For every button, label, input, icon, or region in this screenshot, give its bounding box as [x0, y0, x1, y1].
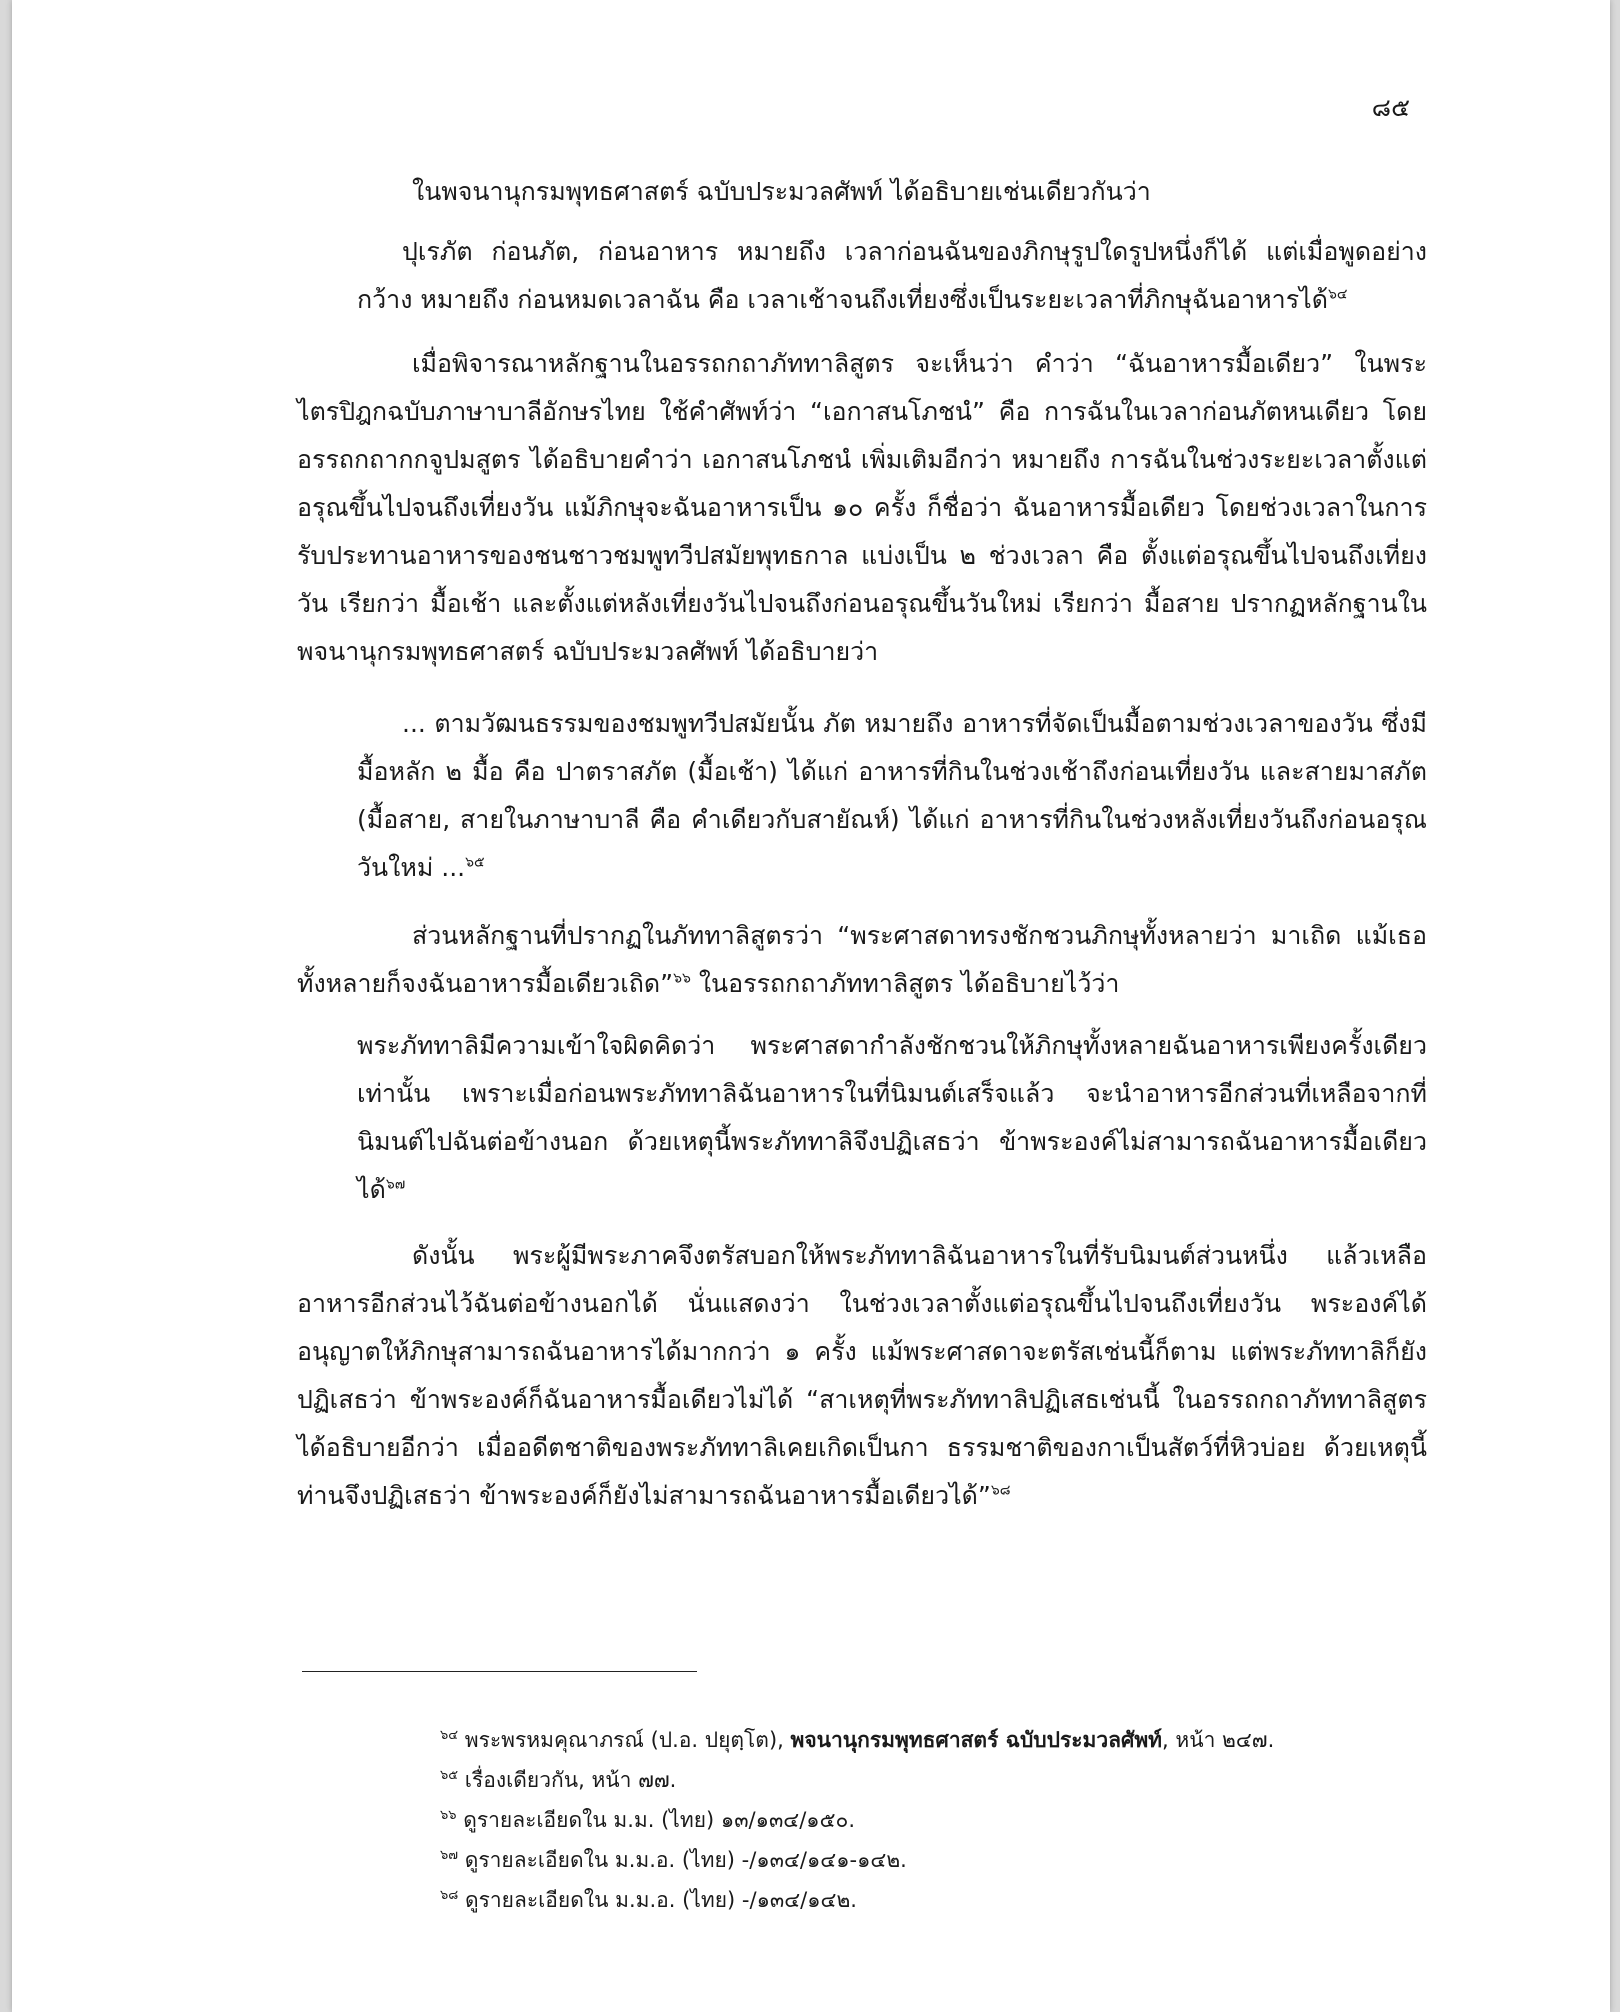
quote-block-1 [357, 228, 1427, 324]
page-number: ๘๕ [1371, 93, 1410, 122]
document-page [12, 0, 1610, 2012]
footnote-book-title: พจนานุกรมพุทธศาสตร์ ฉบับประมวลศัพท์ [790, 1728, 1163, 1752]
paragraph-3 [297, 912, 1427, 1008]
paragraph-4 [297, 1232, 1427, 1520]
quote-2-text: ... ตามวัฒนธรรมของชมพูทวีปสมัยนั้น ภัต หมายถึง อาหารที่จัดเป็นมื้อตามช่วงเวลาของวัน ซึ่งมีมื้อหลัก ๒ มื้อ คือ ปาตราสภัต (มื้อเช้า) ได้แก่ อาหารที่กินในช่วงเช้าถึงก่อนเที่ยงวัน และสายมาสภัต (มื้อสาย, สายในภาษาบาลี คือ คำเดียวกับสายัณห์) ได้แก่ อาหารที่กินในช่วงหลังเที่ยงวันถึงก่อนอรุณวันใหม่ ... [357, 709, 1427, 882]
footnote-ref-66: ๖๖ [673, 970, 691, 987]
footnote-text: พระพรหมคุณาภรณ์ (ป.อ. ปยุตฺโต), [464, 1728, 791, 1752]
footnote-67 [440, 1840, 1440, 1880]
footnote-text-end: , หน้า ๒๔๗. [1162, 1728, 1275, 1752]
footnote-text: ดูรายละเอียดใน ม.ม. (ไทย) ๑๓/๑๓๔/๑๕๐. [463, 1808, 855, 1832]
quote-block-2 [357, 700, 1427, 892]
paragraph-3-text-after: ในอรรถกถาภัททาลิสูตร ได้อธิบายไว้ว่า [690, 969, 1120, 998]
footnote-64 [440, 1720, 1440, 1760]
footnote-number: ๖๘ [440, 1888, 459, 1903]
footnote-text: ดูรายละเอียดใน ม.ม.อ. (ไทย) -/๑๓๔/๑๔๑-๑๔๒. [464, 1848, 907, 1872]
footnote-number: ๖๗ [440, 1848, 459, 1863]
footnote-list [440, 1720, 1440, 1920]
paragraph-4-text: ดังนั้น พระผู้มีพระภาคจึงตรัสบอกให้พระภัททาลิฉันอาหารในที่รับนิมนต์ส่วนหนึ่ง แล้วเหลืออาหารอีกส่วนไว้ฉันต่อข้างนอกได้ นั่นแสดงว่า ในช่วงเวลาตั้งแต่อรุณขึ้นไปจนถึงเที่ยงวัน พระองค์ได้อนุญาตให้ภิกษุสามารถฉันอาหารได้มากกว่า ๑ ครั้ง แม้พระศาสดาจะตรัสเช่นนี้ก็ตาม แต่พระภัททาลิก็ยังปฏิเสธว่า ข้าพระองค์ก็ฉันอาหารมื้อเดียวไม่ได้ “สาเหตุที่พระภัททาลิปฏิเสธเช่นนี้ ในอรรถกถาภัททาลิสูตร ได้อธิบายอีกว่า เมื่ออดีตชาติของพระภัททาลิเคยเกิดเป็นกา ธรรมชาติของกาเป็นสัตว์ที่หิวบ่อย ด้วยเหตุนี้ท่านจึงปฏิเสธว่า ข้าพระองค์ก็ยังไม่สามารถฉันอาหารมื้อเดียวได้” [297, 1241, 1427, 1510]
paragraph-3-text: ส่วนหลักฐานที่ปรากฏในภัททาลิสูตรว่า “พระศาสดาทรงชักชวนภิกษุทั้งหลายว่า มาเถิด แม้เธอทั้งหลายก็จงฉันอาหารมื้อเดียวเถิด” [297, 921, 1427, 998]
footnote-68 [440, 1880, 1440, 1920]
paragraph-2: เมื่อพิจารณาหลักฐานในอรรถกถาภัททาลิสูตร จะเห็นว่า คำว่า “ฉันอาหารมื้อเดียว” ในพระไตรปิฎกฉบับภาษาบาลีอักษรไทย ใช้คำศัพท์ว่า “เอกาสนโภชนํ” คือ การฉันในเวลาก่อนภัตหนเดียว โดยอรรถกถากกจูปมสูตร ได้อธิบายคำว่า เอกาสนโภชนํ เพิ่มเติมอีกว่า หมายถึง การฉันในช่วงระยะเวลาตั้งแต่อรุณขึ้นไปจนถึงเที่ยงวัน แม้ภิกษุจะฉันอาหารเป็น ๑๐ ครั้ง ก็ชื่อว่า ฉันอาหารมื้อเดียว โดยช่วงเวลาในการรับประทานอาหารของชนชาวชมพูทวีปสมัยพุทธกาล แบ่งเป็น ๒ ช่วงเวลา คือ ตั้งแต่อรุณขึ้นไปจนถึงเที่ยงวัน เรียกว่า มื้อเช้า และตั้งแต่หลังเที่ยงวันไปจนถึงก่อนอรุณขึ้นวันใหม่ เรียกว่า มื้อสาย ปรากฏหลักฐานในพจนานุกรมพุทธศาสตร์ ฉบับประมวลศัพท์ ได้อธิบายว่า [297, 349, 1427, 666]
footnote-number: ๖๕ [440, 1768, 459, 1783]
footnote-text: ดูรายละเอียดใน ม.ม.อ. (ไทย) -/๑๓๔/๑๔๒. [464, 1888, 857, 1912]
footnote-text: เรื่องเดียวกัน, หน้า ๗๗. [464, 1768, 677, 1792]
footnote-ref-65: ๖๕ [465, 854, 485, 871]
quote-1-text: ปุเรภัต ก่อนภัต, ก่อนอาหาร หมายถึง เวลาก่อนฉันของภิกษุรูปใดรูปหนึ่งก็ได้ แต่เมื่อพูดอย่างกว้าง หมายถึง ก่อนหมดเวลาฉัน คือ เวลาเช้าจนถึงเที่ยงซึ่งเป็นระยะเวลาที่ภิกษุฉันอาหารได้ [357, 237, 1427, 314]
footnote-ref-64: ๖๔ [1327, 286, 1348, 303]
footnote-ref-68: ๖๘ [990, 1482, 1011, 1499]
quote-3-text: พระภัททาลิมีความเข้าใจผิดคิดว่า พระศาสดากำลังชักชวนให้ภิกษุทั้งหลายฉันอาหารเพียงครั้งเดียวเท่านั้น เพราะเมื่อก่อนพระภัททาลิฉันอาหารในที่นิมนต์เสร็จแล้ว จะนำอาหารอีกส่วนที่เหลือจากที่นิมนต์ไปฉันต่อข้างนอก ด้วยเหตุนี้พระภัททาลิจึงปฏิเสธว่า ข้าพระองค์ไม่สามารถฉันอาหารมื้อเดียวได้ [357, 1031, 1427, 1204]
footnote-separator [302, 1671, 697, 1672]
footnote-66 [440, 1800, 1440, 1840]
footnote-ref-67: ๖๗ [385, 1176, 406, 1193]
intro-line: ในพจนานุกรมพุทธศาสตร์ ฉบับประมวลศัพท์ ได้อธิบายเช่นเดียวกันว่า [412, 177, 1151, 206]
footnote-65 [440, 1760, 1440, 1800]
quote-block-3 [357, 1022, 1427, 1214]
footnote-number: ๖๔ [440, 1728, 459, 1743]
footnote-number: ๖๖ [440, 1808, 457, 1823]
